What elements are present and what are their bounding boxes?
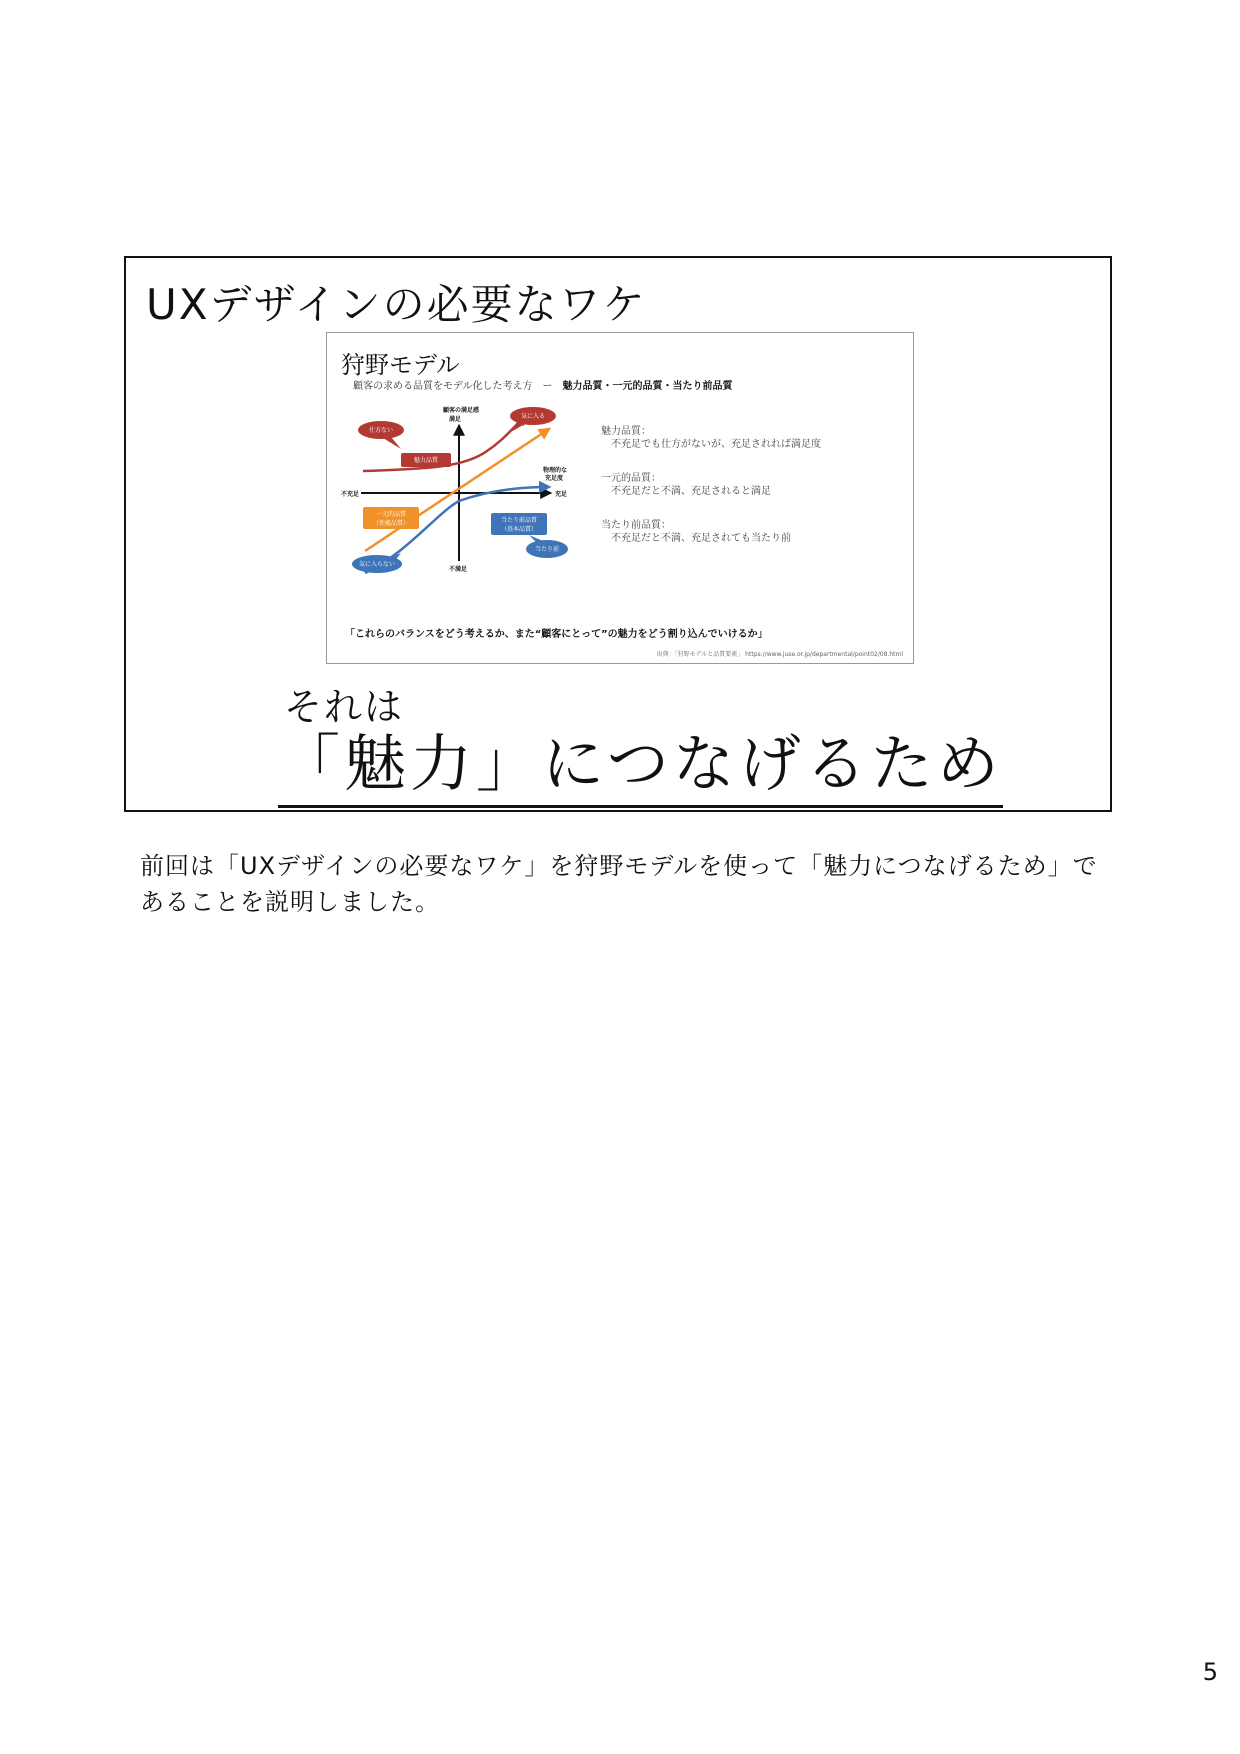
- bubble-ki-ni-iranai-label: 気に入らない: [358, 561, 396, 568]
- note-attractive: [601, 425, 901, 451]
- lead-text: それは: [284, 685, 405, 729]
- ichigenteki-label-text: 一元的品質: [375, 511, 407, 518]
- bubble-ki-ni-iru-label: 気に入る: [520, 413, 546, 420]
- embedded-slide-subtitle: [353, 377, 733, 392]
- subtitle-prefix: 顧客の求める品質をモデル化した考え方 ー: [353, 381, 563, 392]
- note-one-dimensional-head: 一元的品質：: [601, 473, 661, 484]
- embedded-slide-title: 狩野モデル: [341, 351, 460, 379]
- bubble-shikata-nai-label: 仕方ない: [368, 427, 394, 434]
- atarimae-label-box: [491, 513, 547, 535]
- subtitle-bold: 魅力品質・一元的品質・当たり前品質: [562, 381, 733, 392]
- miryoku-label-text: 魅力品質: [413, 457, 439, 464]
- note-one-dimensional: [601, 472, 901, 498]
- axis-right-label: 物理的な: [543, 467, 568, 474]
- embedded-slide-source: 出典：「狩野モデルと品質要素」 https://www.juse.or.jp/departmental/point02/08.html: [656, 651, 903, 658]
- note-must-be: [601, 519, 901, 545]
- miryoku-label-box: [401, 453, 451, 467]
- embedded-slide-footer: 「これらのバランスをどう考えるか、また“顧客にとって”の魅力をどう割り込んでいけるか」: [345, 629, 768, 640]
- shikata-nai-bubble: [358, 421, 404, 449]
- axis-top-sub: 満足: [449, 416, 462, 423]
- page-number: 5: [1202, 1658, 1218, 1686]
- axis-left-label: 不充足: [341, 491, 360, 498]
- ichigenteki-label-box: [363, 507, 419, 529]
- atarimae-sub-text: （基本品質）: [500, 526, 538, 533]
- note-must-be-head: 当たり前品質：: [601, 520, 671, 531]
- atarimae-label-text: 当たり前品質: [500, 517, 538, 524]
- quality-notes: [601, 425, 901, 566]
- axis-right-end: 充足: [555, 491, 568, 498]
- ki-ni-iranai-bubble: [352, 553, 402, 573]
- note-must-be-body: 不充足だと不満、充足されても当たり前: [611, 533, 791, 544]
- slide-title: UXデザインの必要なワケ: [146, 280, 647, 329]
- embedded-slide-image: [326, 332, 914, 664]
- kano-model-diagram: [337, 401, 587, 601]
- note-attractive-body: 不充足でも仕方がないが、充足されれば満足度: [611, 439, 821, 450]
- axis-top-label: 顧客の満足感: [443, 407, 480, 414]
- note-one-dimensional-body: 不充足だと不満、充足されると満足: [611, 486, 771, 497]
- axis-right-label2: 充足度: [545, 475, 564, 482]
- axis-bottom-label: 不満足: [449, 566, 468, 573]
- headline: 「魅力」につなげるため: [278, 728, 1003, 808]
- slide-frame: [124, 256, 1112, 812]
- ichigenteki-sub-text: （性能品質）: [372, 520, 410, 527]
- bubble-atarimae-label: 当たり前: [534, 546, 560, 553]
- atarimae-bubble: [526, 535, 568, 558]
- note-attractive-head: 魅力品質：: [601, 426, 651, 437]
- narration-text: 前回は「UXデザインの必要なワケ」を狩野モデルを使って「魅力につなげるため」であることを説明しました。: [140, 852, 1098, 916]
